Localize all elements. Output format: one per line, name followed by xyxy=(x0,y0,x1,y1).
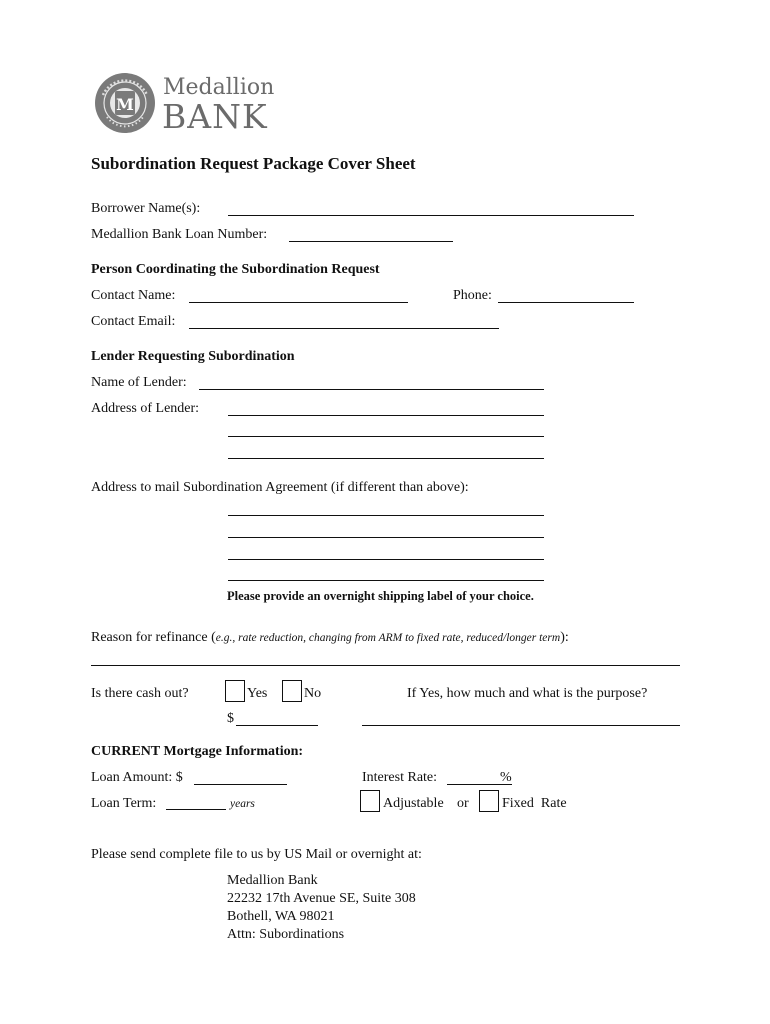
cash-out-amount-field[interactable] xyxy=(236,725,318,726)
cash-out-yes-checkbox[interactable] xyxy=(225,680,245,702)
svg-text:M: M xyxy=(116,95,134,114)
contact-email-field[interactable] xyxy=(189,328,499,329)
mailing-address-label: Address to mail Subordination Agreement (if different than above): xyxy=(91,480,469,495)
mailing-address-line-4[interactable] xyxy=(228,580,544,581)
cash-out-purpose-field[interactable] xyxy=(362,725,680,726)
borrower-names-label: Borrower Name(s): xyxy=(91,201,201,216)
percent-underline xyxy=(499,784,512,785)
medallion-bank-logo xyxy=(93,70,275,136)
borrower-names-field[interactable] xyxy=(228,215,634,216)
or-label: or xyxy=(457,796,469,811)
logo-word-bank: BANK xyxy=(162,97,268,136)
fixed-rate-label: Fixed Rate xyxy=(502,796,567,811)
lender-name-label: Name of Lender: xyxy=(91,375,187,390)
refinance-examples: e.g., rate reduction, changing from ARM to fixed rate, reduced/longer term xyxy=(215,632,561,644)
adjustable-checkbox[interactable] xyxy=(360,790,380,812)
loan-term-field[interactable] xyxy=(166,809,226,810)
contact-name-field[interactable] xyxy=(189,302,408,303)
page-title: Subordination Request Package Cover Sheet xyxy=(91,154,416,173)
refinance-label-text: Reason for refinance ( xyxy=(91,630,216,645)
contact-name-label: Contact Name: xyxy=(91,288,176,303)
medallion-seal-icon xyxy=(93,71,157,135)
lender-address-label: Address of Lender: xyxy=(91,401,200,416)
lender-address-line-3[interactable] xyxy=(228,458,544,459)
percent-sign: % xyxy=(500,770,512,785)
shipping-label-note: Please provide an overnight shipping label of your choice. xyxy=(227,589,534,603)
mailing-address-line-3[interactable] xyxy=(228,559,544,560)
address-line: Bothell, WA 98021 xyxy=(227,909,335,924)
mortgage-heading: CURRENT Mortgage Information: xyxy=(91,744,304,759)
contact-email-label: Contact Email: xyxy=(91,314,176,329)
send-instruction: Please send complete file to us by US Mail or overnight at: xyxy=(91,847,422,862)
lender-heading: Lender Requesting Subordination xyxy=(91,349,295,364)
fixed-rate-checkbox[interactable] xyxy=(479,790,499,812)
phone-field[interactable] xyxy=(498,302,634,303)
lender-address-line-2[interactable] xyxy=(228,436,544,437)
refinance-reason-label xyxy=(91,630,569,646)
cash-out-no-checkbox[interactable] xyxy=(282,680,302,702)
lender-address-line-1[interactable] xyxy=(228,415,544,416)
logo-word-medallion: Medallion xyxy=(163,75,275,100)
coordinator-heading: Person Coordinating the Subordination Request xyxy=(91,262,380,277)
refinance-label-close: ): xyxy=(560,630,569,645)
loan-number-label: Medallion Bank Loan Number: xyxy=(91,227,268,242)
lender-name-field[interactable] xyxy=(199,389,544,390)
mailing-address-line-2[interactable] xyxy=(228,537,544,538)
mailing-address-block xyxy=(227,872,416,944)
address-line: Medallion Bank xyxy=(227,873,318,888)
address-line: Attn: Subordinations xyxy=(227,927,345,942)
adjustable-label: Adjustable xyxy=(383,796,444,811)
cash-out-dollar-sign: $ xyxy=(227,711,234,726)
phone-label: Phone: xyxy=(453,288,492,303)
loan-amount-field[interactable] xyxy=(194,784,287,785)
interest-rate-field[interactable] xyxy=(447,784,499,785)
cash-out-yes-label: Yes xyxy=(247,686,268,701)
interest-rate-label: Interest Rate: xyxy=(362,770,438,785)
cash-out-purpose-question: If Yes, how much and what is the purpose? xyxy=(407,686,648,701)
loan-term-label: Loan Term: xyxy=(91,796,157,811)
address-line: 22232 17th Avenue SE, Suite 308 xyxy=(227,891,416,906)
cash-out-question: Is there cash out? xyxy=(91,686,189,701)
loan-amount-label: Loan Amount: $ xyxy=(91,770,183,785)
loan-number-field[interactable] xyxy=(289,241,453,242)
mailing-address-line-1[interactable] xyxy=(228,515,544,516)
refinance-reason-field[interactable] xyxy=(91,665,680,666)
loan-term-years: years xyxy=(230,798,255,810)
cash-out-no-label: No xyxy=(304,686,322,701)
